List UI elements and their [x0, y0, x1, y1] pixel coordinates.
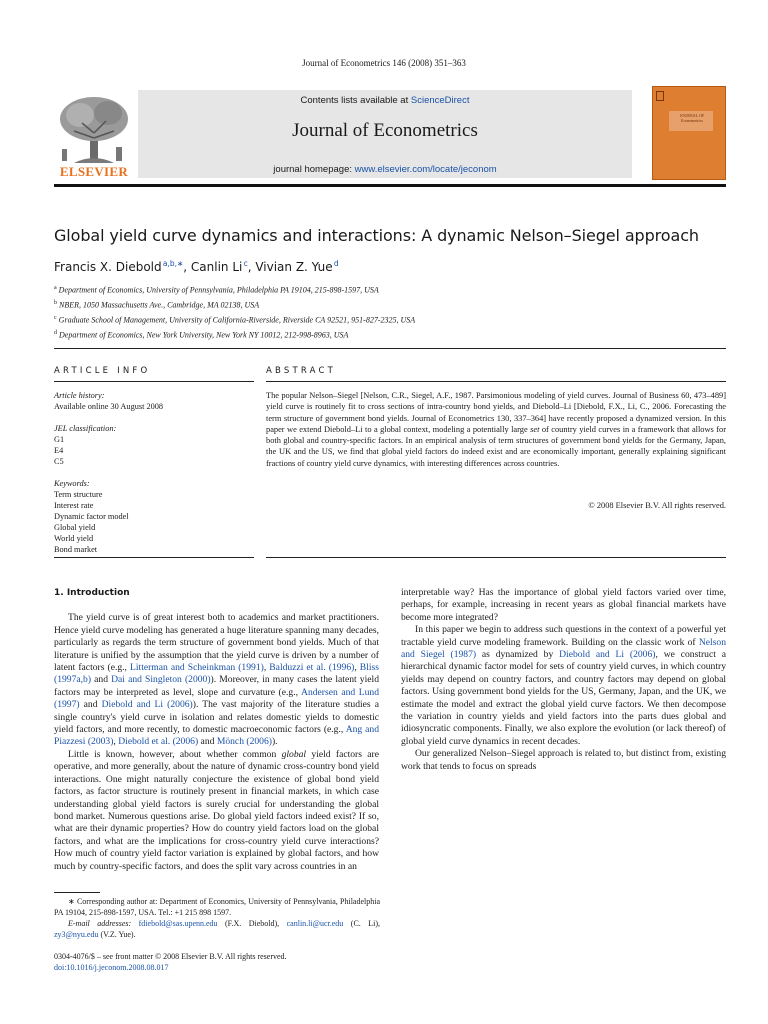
abstract-body [266, 390, 726, 469]
jel-code: G1 [54, 435, 65, 444]
contents-line [138, 95, 632, 106]
affiliation-mark: a [54, 285, 57, 291]
affiliation [54, 297, 734, 312]
homepage-line [138, 164, 632, 175]
masthead [54, 82, 726, 186]
text-run: ). [271, 736, 278, 748]
bottom-info [54, 951, 380, 973]
citation-link[interactable]: Diebold et al. (2006) [118, 736, 199, 748]
citation-link[interactable]: Diebold and Li (2006) [559, 649, 656, 661]
cover-emblem [656, 91, 664, 101]
article-info-heading: ARTICLE INFO [54, 366, 151, 376]
citation-link[interactable]: Andersen and Lund (1997) [54, 686, 380, 711]
abstract-heading: ABSTRACT [266, 366, 337, 376]
text-run: Our generalized Nelson–Siegel approach is related to, but distinct from, existing work that tends to focus on spreads [401, 748, 726, 772]
article-title: Global yield curve dynamics and interactions: A dynamic Nelson–Siegel approach [54, 226, 699, 245]
contents-prefix: Contents lists available at [300, 95, 411, 106]
homepage-prefix: journal homepage: [273, 164, 355, 175]
text-run: as dynamized by [476, 649, 560, 661]
email-owner: (V.Z. Yue). [98, 930, 136, 939]
section-heading: 1. Introduction [54, 588, 130, 598]
keyword: Interest rate [54, 501, 94, 510]
author-list: Francis X. Diebold $^{a,b,∗}$, Canlin Li $^c$, Vivian Z. Yue $^d$ [54, 259, 339, 274]
journal-name: Journal of Econometrics [292, 120, 478, 141]
footnote-marker: ∗ [68, 897, 75, 906]
history-label: Article history: [54, 391, 105, 400]
text-run: The yield curve is of great interest both to academics and market practitioners. Hence yield curve modeling has generated a huge literature spanning many decades, particularly as regards the term structure of government bond yields. Much of that literature is unified by the assumption that the yield curve is driven by a number of latent factors (e.g., [54, 612, 379, 674]
affiliation [54, 327, 734, 342]
affiliation-mark: c [54, 315, 57, 322]
email-link[interactable]: zy3@nyu.edu [54, 930, 99, 939]
homepage-link[interactable]: www.elsevier.com/locate/jeconom [354, 164, 497, 175]
citation-link[interactable]: Mönch (2006) [216, 736, 272, 748]
cover-title: JOURNAL OF Econometrics [679, 113, 705, 123]
abstract-emphasis: set [530, 424, 540, 434]
keywords-label: Keywords: [54, 479, 90, 488]
text-run: , [354, 662, 360, 674]
paragraph [54, 749, 379, 873]
citation-link[interactable]: Litterman and Scheinkman (1991) [130, 662, 264, 674]
citation-link[interactable]: Nelson and Siegel (1987) [401, 636, 726, 661]
text-run: ). Moreover, in many cases the latent yield factors may be interpreted as level, slope and curvature (e.g., [54, 674, 379, 698]
citation-link[interactable]: Ang and Piazzesi (2003) [54, 724, 379, 748]
affiliation-text: NBER, 1050 Massachusetts Ave., Cambridge, MA 02138, USA [59, 300, 260, 310]
article-info-rule [54, 381, 254, 382]
jel-code: C5 [54, 457, 64, 466]
article-info-bottom-rule [54, 557, 254, 558]
email-label: E-mail addresses: [68, 919, 132, 928]
publisher-name: ELSEVIER [59, 164, 129, 179]
paragraph [54, 612, 379, 748]
abstract-bottom-rule [266, 557, 726, 558]
text-run: and [79, 699, 102, 711]
text-run: interpretable way? Has the importance of global yield factors varied over time, perhaps, for example, increasing in recent years as global financial markets have become more integrated? [401, 587, 726, 623]
history-value: Available online 30 August 2008 [54, 402, 164, 411]
paragraph [401, 748, 726, 773]
keyword: Dynamic factor model [54, 512, 129, 521]
masthead-banner [138, 90, 632, 178]
affiliation-text: Department of Economics, University of Pennsylvania, Philadelphia PA 19104, 215-898-1597, USA [58, 285, 379, 295]
author-marks[interactable]: d [333, 259, 339, 268]
abstract-text: The popular Nelson–Siegel [Nelson, C.R., Siegel, A.F., 1987. Parsimonious modeling of yield curves. Journal of Business 60, 473–489] yield curve is routinely fit to cross sections of intra-country bond yields, and Diebold–Li [Diebold, F.X., Li, C., 2006. Forecasting the term structure of government bond yields. Journal of Econometrics 130, 337–364] have recently proposed a dynamized version. In this paper we extend Diebold–Li to a global context, modeling a potentially large [266, 391, 726, 434]
body-column-left [54, 587, 379, 873]
author-name: Canlin Li [190, 260, 243, 274]
issn-line: 0304-4076/$ – see front matter © 2008 Elsevier B.V. All rights reserved. [54, 952, 287, 961]
text-run: ). The vast majority of the literature studies a single country's yield curve in isolation and relates domestic yields to domestic yield factors, and more recently, to domestic macroeconomic factors (e.g., [54, 699, 379, 736]
text-run: , we construct a hierarchical dynamic factor model for sets of country yield curves, in which country yields may depend on country factors, and country factors may depend on global factors. Using government bond yields for the US, Germany, Japan, and the UK, we estimate the model and extract the global yield curve factors. We then decompose the variation in country yields and yield factors into the parts dues global and idiosyncratic components. Finally, we also explore the evolution (or lack thereof) of global yield curve dynamics in recent decades. [401, 649, 726, 747]
affiliation [54, 282, 734, 297]
jel-code: E4 [54, 446, 64, 455]
keyword: Term structure [54, 490, 103, 499]
abstract-copyright: © 2008 Elsevier B.V. All rights reserved. [588, 501, 726, 510]
keyword: World yield [54, 534, 94, 543]
footnote [54, 896, 380, 940]
affiliations [54, 282, 734, 343]
affiliation [54, 312, 734, 327]
footnote-text: Corresponding author at: Department of Economics, University of Pennsylvania, Philadelphia PA 19104, 215-898-1597, USA. Tel.: +1 215 898 1597. [54, 897, 381, 917]
text-run: and [91, 674, 112, 686]
author-marks[interactable]: a,b,∗ [162, 259, 184, 268]
keyword: Bond market [54, 545, 98, 554]
citation-link[interactable]: Dai and Singleton (2000) [111, 674, 211, 686]
citation-link[interactable]: Diebold and Li (2006) [101, 699, 193, 711]
footnote-rule [54, 892, 100, 893]
affiliation-mark: b [54, 300, 57, 307]
text-run: , [263, 662, 270, 674]
email-link[interactable]: fdiebold@sas.upenn.edu [138, 919, 218, 928]
citation-link[interactable]: Balduzzi et al. (1996) [269, 662, 355, 674]
text-run: In this paper we begin to address such questions in the context of a powerful yet tractable yield curve modeling framework. Building on the classic work of [401, 624, 726, 648]
abstract-text: of country yield curves in a framework that allows for both global and country-specific factors. In an empirical analysis of term structures of government bond yields for the Germany, Japan, the UK and the US, we find that global yield factors do indeed exist and are economically important, generally explaining significant fractions of country yield curve dynamics, with interesting differences across countries. [266, 424, 726, 468]
affiliation-mark: d [54, 330, 57, 337]
sciencedirect-link[interactable]: ScienceDirect [410, 95, 470, 106]
emphasis: global [281, 748, 307, 760]
author-name: Vivian Z. Yue [255, 260, 333, 274]
journal-cover-thumbnail [652, 86, 726, 180]
text-run: and [198, 736, 217, 748]
email-owner: (F.X. Diebold), [217, 919, 287, 928]
body-column-right [401, 587, 726, 773]
paragraph-continued [401, 587, 726, 624]
affiliation-text: Graduate School of Management, University of California-Riverside, Riverside CA 92521, 951-827-2325, USA [58, 315, 416, 325]
journal-citation: Journal of Econometrics 146 (2008) 351–363 [302, 58, 466, 68]
text-run: , [113, 736, 119, 748]
keyword: Global yield [54, 523, 96, 532]
text-run: Little is known, however, about whether common [68, 748, 282, 760]
doi-link[interactable]: doi:10.1016/j.jeconom.2008.08.017 [54, 963, 169, 972]
article-info [54, 390, 254, 555]
header-divider [54, 348, 726, 349]
affiliation-text: Department of Economics, New York University, New York NY 10012, 212-998-8963, USA [59, 331, 349, 341]
masthead-rule [54, 184, 726, 187]
author-name: Francis X. Diebold [54, 260, 162, 274]
email-link[interactable]: canlin.li@ucr.edu [286, 919, 344, 928]
citation-link[interactable]: Bliss (1997a,b) [54, 662, 379, 686]
jel-label: JEL classification: [54, 424, 117, 433]
paragraph [401, 624, 726, 748]
email-owner: (C. Li), [343, 919, 381, 928]
author-marks[interactable]: c [243, 259, 248, 268]
text-run: yield factors are operative, and more generally, about the nature of dynamic cross-country bond yield interactions. One might naturally conjecture the existence of global bond yield factors, as factor structure is routinely present in financial markets, in which case understanding global yield factors is surely crucial for understanding the global bond market. Numerous questions arise. Do global yield factors indeed exist? If so, what are their dynamic properties? How do country yield factors load on the global factors, and what are the implications for cross-country yield curve interactions? How much of country yield factor variation is explained by global factors, and how much by country-specific factors, and does the split vary across countries in an [54, 748, 379, 872]
abstract-rule [266, 381, 726, 382]
